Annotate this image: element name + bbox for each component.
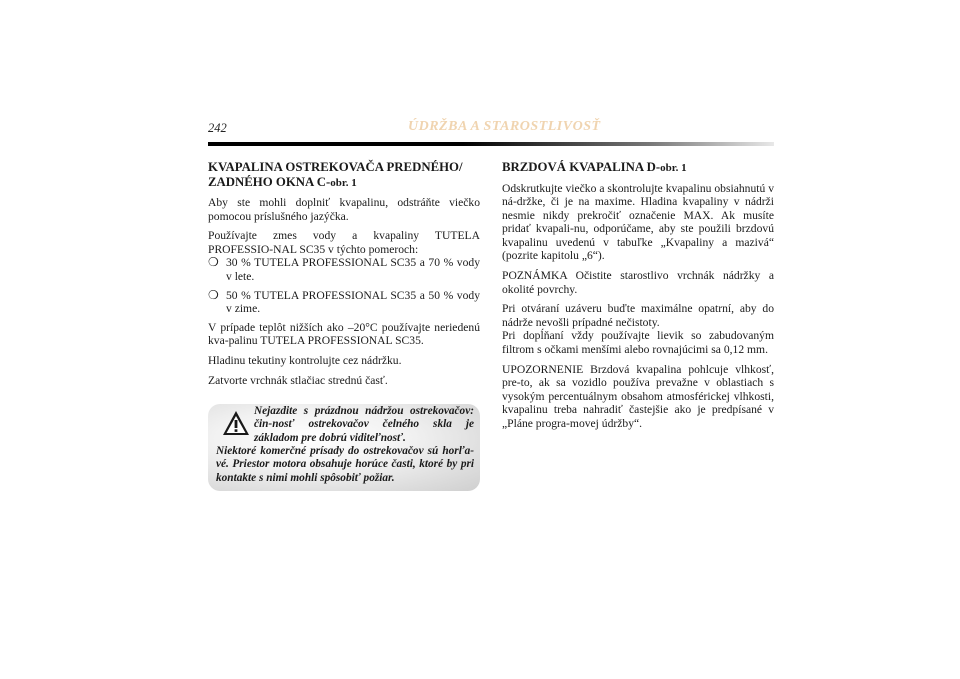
washer-fluid-heading: KVAPALINA OSTREKOVAČA PREDNÉHO/ ZADNÉHO OKNA C-obr. 1 bbox=[208, 160, 463, 189]
circle-bullet-icon: ❍ bbox=[208, 255, 219, 270]
list-item: ❍ 50 % TUTELA PROFESSIONAL SC35 a 50 % vody v zime. bbox=[208, 287, 480, 316]
warning-text: Nejazdite s prázdnou nádržou ostrekovačov: čin-nosť ostrekovačov čelného skla je základom pre dobrú viditeľnosť. bbox=[254, 405, 474, 444]
list-item: ❍ 30 % TUTELA PROFESSIONAL SC35 a 70 % vody v lete. bbox=[208, 255, 480, 283]
paragraph: Odskrutkujte viečko a skontrolujte kvapalinu obsiahnutú v ná-držke, či je na maxime. Hladina kvapaliny v nádrži nesmie nikdy prekročiť označenie MAX. Ak musíte pridať kvapali-nu, odporúčame, aby ste použili brzdovú kvapalinu uvedenú v tabuľke „Kvapaliny a mazivá“ (pozrite kapitolu „6“). bbox=[502, 181, 774, 263]
warning-text: Niektoré komerčné prísady do ostrekovačov sú horľa-vé. Priestor motora obsahuje horúce časti, ktoré by pri kontakte s nimi mohli spôsobiť požiar. bbox=[216, 445, 474, 484]
paragraph: V prípade teplôt nižších ako –20°C používajte neriedenú kva-palinu TUTELA PROFESSIONAL SC35. bbox=[208, 320, 480, 348]
paragraph: Zatvorte vrchnák stlačiac strednú časť. bbox=[208, 373, 388, 387]
page-header bbox=[208, 118, 774, 144]
warning-box bbox=[208, 404, 480, 491]
circle-bullet-icon: ❍ bbox=[208, 287, 219, 302]
right-column bbox=[502, 160, 774, 437]
page-number: 242 bbox=[208, 121, 227, 135]
left-column bbox=[208, 160, 480, 393]
paragraph: Aby ste mohli doplniť kvapalinu, odstráňte viečko pomocou príslušného jazýčka. bbox=[208, 196, 480, 223]
section-title: ÚDRŽBA A STAROSTLIVOSŤ bbox=[408, 119, 601, 134]
brake-fluid-heading: BRZDOVÁ KVAPALINA D-obr. 1 bbox=[502, 160, 687, 174]
paragraph: POZNÁMKA Očistite starostlivo vrchnák nádržky a okolité povrchy. bbox=[502, 269, 774, 296]
paragraph: Hladinu tekutiny kontrolujte cez nádržku. bbox=[208, 353, 402, 367]
figure-ref: obr. 1 bbox=[330, 176, 357, 189]
paragraph: Pri otváraní uzáveru buďte maximálne opatrní, aby do nádrže nevošli prípadné nečistoty. bbox=[502, 302, 774, 329]
figure-ref: obr. 1 bbox=[660, 162, 687, 174]
paragraph: Používajte zmes vody a kvapaliny TUTELA PROFESSIO-NAL SC35 v týchto pomeroch: bbox=[208, 229, 480, 256]
paragraph: Pri dopĺňaní vždy používajte lievik so zabudovaným filtrom s očkami menšími alebo rovnajúcimi sa 0,12 mm. bbox=[502, 329, 774, 357]
warning-triangle-icon bbox=[222, 410, 250, 436]
header-rule bbox=[208, 142, 774, 146]
paragraph: UPOZORNENIE Brzdová kvapalina pohlcuje vlhkosť, pre-to, ak sa vozidlo používa prevažne v oblastiach s vysokým percentuálnym obsahom atmosférickej vlhkosti, kvapalinu treba nahradiť častejšie ako je predpísané v „Pláne progra-movej údržby“. bbox=[502, 362, 774, 430]
